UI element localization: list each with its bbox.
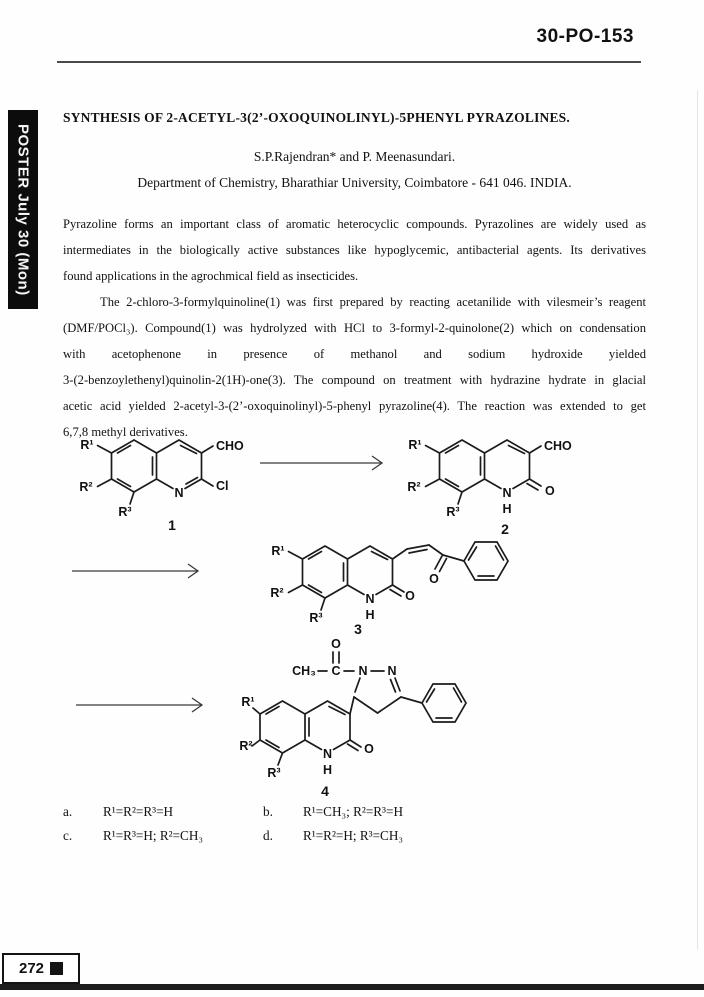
- authors-line: S.P.Rajendran* and P. Meenasundari.: [253, 149, 456, 164]
- reaction-arrow-3: [74, 692, 209, 718]
- bonds: [98, 440, 214, 504]
- text-line: with acetophenone in presence of methanol and sodium hydroxide yielded: [63, 347, 646, 361]
- paragraph-2: [63, 289, 646, 445]
- page-number: 272: [18, 960, 45, 977]
- r2-label: R²: [239, 739, 253, 753]
- affiliation-line: Department of Chemistry, Bharathiar University, Coimbatore - 641 046. INDIA.: [137, 175, 572, 190]
- methyl-label: CH₃: [292, 664, 316, 678]
- substituent-table: [63, 804, 623, 844]
- acetyl-carbon-label: C: [331, 664, 341, 678]
- aldehyde-label: CHO: [216, 439, 244, 453]
- substituent-value-d: R¹=R²=H; R³=CH₃: [303, 828, 403, 843]
- structure-1-drawing: [72, 426, 272, 534]
- paragraph-1: [63, 211, 646, 289]
- compound-number-4: 4: [321, 783, 329, 799]
- substituent-key-d: d.: [263, 828, 273, 843]
- r1-label: R¹: [80, 438, 94, 452]
- r1-label: R¹: [408, 438, 422, 452]
- ring-nitrogen-label: N: [322, 747, 333, 761]
- structure-3-drawing: [258, 518, 598, 638]
- poster-code: 30-PO-153: [536, 26, 634, 47]
- text-line: Pyrazoline forms an important class of aromatic heterocyclic compounds. Pyrazolines are widely used as: [63, 217, 646, 231]
- arrow-shape: [72, 564, 198, 578]
- compound-number-1: 1: [168, 517, 176, 533]
- reaction-arrow-1: [258, 450, 388, 476]
- r2-label: R²: [270, 586, 284, 600]
- r2-label: R²: [407, 480, 421, 494]
- bonds: [289, 542, 509, 610]
- text-line: 6,7,8 methyl derivatives.: [63, 425, 188, 439]
- header-rule: [57, 61, 641, 63]
- ring-carbonyl-oxygen-label: O: [364, 742, 374, 756]
- structure-4-drawing: [240, 634, 610, 802]
- r3-label: R³: [446, 505, 460, 519]
- pyrazoline-n1-label: N: [358, 664, 368, 678]
- substituent-value-c: R¹=R³=H; R²=CH₃: [103, 828, 203, 843]
- nh-hydrogen-label: H: [322, 763, 333, 777]
- chlorine-label: Cl: [216, 479, 229, 493]
- substituent-key-c: c.: [63, 828, 73, 843]
- acetyl-oxygen-label: O: [331, 637, 341, 651]
- substituent-value-b: R¹=CH₃; R²=R³=H: [303, 804, 403, 819]
- substituent-value-a: R¹=R²=R³=H: [103, 804, 174, 819]
- paper-title: SYNTHESIS OF 2-ACETYL-3(2’-OXOQUINOLINYL)-5PHENYL PYRAZOLINES.: [63, 110, 570, 125]
- ring-nitrogen-label: N: [174, 486, 184, 500]
- r3-label: R³: [309, 611, 323, 625]
- arrow-shape: [76, 698, 202, 712]
- compound-number-3: 3: [354, 621, 362, 637]
- text-line: found applications in the agrochmical field as insecticides.: [63, 269, 359, 283]
- r2-label: R²: [79, 480, 93, 494]
- carbonyl-oxygen-label: O: [545, 484, 555, 498]
- text-line: acetic acid yielded 2-acetyl-3-(2’-oxoquinolinyl)-5-phenyl pyrazoline(4). The reaction was extended to get: [63, 399, 646, 413]
- substituent-key-b: b.: [263, 804, 273, 819]
- r3-label: R³: [267, 766, 281, 780]
- bottom-scan-bar: [0, 984, 704, 990]
- arrow-shape: [260, 456, 382, 470]
- ring-nitrogen-label: N: [502, 486, 512, 500]
- ring-carbonyl-oxygen-label: O: [405, 589, 415, 603]
- page-number-square-icon: [50, 962, 63, 975]
- text-line: 3-(2-benzoylethenyl)quinolin-2(1H)-one(3). The compound on treatment with hydrazine hydrate in glacial: [63, 373, 646, 387]
- nh-hydrogen-label: H: [502, 502, 512, 516]
- compound-number-2: 2: [501, 521, 509, 537]
- bonds: [426, 440, 542, 504]
- ring-nitrogen-label: N: [365, 592, 375, 606]
- nh-hydrogen-label: H: [365, 608, 375, 622]
- substituent-key-a: a.: [63, 804, 73, 819]
- aldehyde-label: CHO: [544, 439, 572, 453]
- text-line: intermediates in the biologically active substances like hypoglycemic, antibacterial agents. Its derivatives: [63, 243, 646, 257]
- page-edge-line: [697, 90, 698, 950]
- ketone-oxygen-label: O: [429, 572, 439, 586]
- reaction-arrow-2: [70, 558, 205, 584]
- abstract-body: [63, 211, 646, 445]
- r3-label: R³: [118, 505, 132, 519]
- text-line: (DMF/POCl₃). Compound(1) was hydrolyzed with HCl to 3-formyl-2-quinolone(2) which on condensation: [63, 321, 646, 335]
- pyrazoline-n2-label: N: [387, 664, 397, 678]
- r1-label: R¹: [241, 695, 255, 709]
- text-line: The 2-chloro-3-formylquinoline(1) was first prepared by reacting acetanilide with vilesmeir’s reagent: [100, 295, 646, 309]
- page-number-box: [2, 953, 80, 984]
- r1-label: R¹: [271, 544, 285, 558]
- poster-session-sidebar: POSTER July 30 (Mon): [8, 110, 38, 309]
